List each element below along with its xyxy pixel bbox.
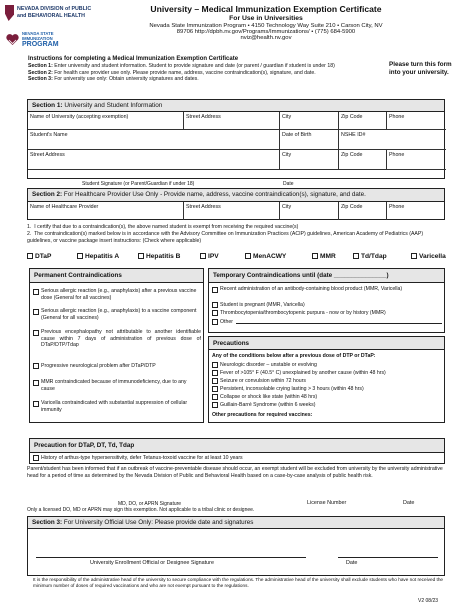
- license-number-label: License Number: [307, 500, 347, 506]
- program-line3: PROGRAM: [22, 41, 59, 48]
- permanent-item[interactable]: Serious allergic reaction (e.g., anaphylaxis) to a vaccine component (General for all vaccines): [33, 308, 201, 321]
- precautions-box: [208, 336, 445, 423]
- official-date-label: Date: [346, 560, 358, 566]
- vaccine-checkbox-row: [27, 253, 457, 262]
- form-subtitle: For Use in Universities: [229, 15, 303, 22]
- signer-note: Only a licensed DO, MD or APRN may sign this exemption. Not applicable to a tribal clinic or designee.: [27, 507, 255, 513]
- checkbox[interactable]: [212, 402, 218, 408]
- student-signature-label: Student Signature (or Parent/Guardian if under 18): [82, 181, 195, 187]
- dpbh-line1: NEVADA DIVISION of PUBLIC: [17, 6, 92, 12]
- program-line1: NEVADA STATE: [22, 31, 54, 36]
- dtap-precaution-item[interactable]: History of arthus-type hypersensitivity, defer Tetanus-toxoid vaccine for at least 10 years: [33, 455, 443, 462]
- md-signature-label: MD, DO, or APRN Signature: [118, 501, 182, 507]
- student-city-field[interactable]: City: [280, 150, 339, 170]
- precaution-item[interactable]: Guillain-Barré Syndrome (within 6 weeks): [212, 402, 442, 409]
- checkbox[interactable]: [212, 310, 218, 316]
- vaccine-td-tdap[interactable]: Td/Tdap: [353, 253, 387, 260]
- instruction-section2: Section 2: For health care provider use only. Please provide name, address, vaccine contraindication(s), signature, and date.: [28, 69, 316, 76]
- provider-phone-field[interactable]: Phone: [389, 203, 405, 210]
- university-city-field[interactable]: City: [280, 112, 339, 130]
- checkbox[interactable]: [27, 253, 33, 259]
- temporary-item[interactable]: Student is pregnant (MMR, Varicella): [212, 302, 442, 309]
- student-phone-field[interactable]: Phone: [387, 150, 446, 170]
- vaccine-ipv[interactable]: IPV: [200, 253, 219, 260]
- permanent-contraindications-box: [29, 268, 204, 423]
- checkbox[interactable]: [212, 378, 218, 384]
- precaution-item[interactable]: Neurologic disorder – unstable or evolving: [212, 362, 442, 369]
- university-name-field[interactable]: Name of University (accepting exemption): [28, 112, 184, 130]
- section2-box: [27, 188, 445, 220]
- student-zip-field[interactable]: Zip Code: [339, 150, 387, 170]
- temporary-contraindications-box: [208, 268, 445, 333]
- provider-street-field[interactable]: Street Address: [184, 202, 280, 220]
- checkbox[interactable]: [212, 394, 218, 400]
- checkbox[interactable]: [212, 319, 218, 325]
- precautions-header: Precautions: [209, 337, 444, 350]
- vaccine-hepatitis-b[interactable]: Hepatitis B: [138, 253, 180, 260]
- instructions-title: Instructions for completing a Medical Immunization Exemption Certificate: [28, 56, 239, 62]
- instruction-section1: Section 1: Enter university and student information. Student to provide signature and date (or parent / guardian if student is under 18): [28, 63, 335, 69]
- checkbox[interactable]: [33, 401, 39, 407]
- section2-header: Section 2: For Healthcare Provider Use Only - Provide name, address, vaccine contraindication(s), signature, and date.: [28, 189, 444, 202]
- section3-box: [27, 516, 445, 576]
- permanent-item[interactable]: Previous encephalopathy not attributable to another identifiable cause within 7 days of administration of previous dose of DTaP/DTP/Tdap: [33, 329, 201, 349]
- temporary-item-other[interactable]: Other: [212, 319, 442, 326]
- official-signature-line[interactable]: [36, 557, 306, 558]
- checkbox[interactable]: [33, 380, 39, 386]
- permanent-item[interactable]: Varicella contraindicated with substantial suppression of cellular immunity: [33, 400, 201, 413]
- other-precautions-label: Other precautions for required vaccines:: [212, 412, 313, 418]
- checkbox[interactable]: [353, 253, 359, 259]
- university-phone-field[interactable]: Phone: [387, 112, 446, 130]
- student-street-field[interactable]: Street Address: [28, 150, 280, 170]
- nevada-map-icon: [5, 5, 14, 21]
- dtap-precaution-box: [29, 438, 445, 464]
- checkbox[interactable]: [245, 253, 251, 259]
- version-label: V2 08/23: [418, 598, 439, 604]
- provider-city-field[interactable]: City: [280, 202, 339, 220]
- temporary-item[interactable]: Recent administration of an antibody-containing blood product (MMR, Varicella): [212, 286, 442, 293]
- dpbh-logo: [5, 4, 92, 26]
- program-line2: IMMUNIZATION: [22, 36, 53, 41]
- checkbox[interactable]: [212, 302, 218, 308]
- certification-statement1: 1. I certify that due to a contraindication(s), the above named student is exempt from receiving the required vaccine(s): [27, 224, 299, 230]
- temporary-header: Temporary Contraindications until (date _______________): [209, 269, 444, 283]
- section3-header: Section 3: For University Official Use Only: Please provide date and signatures: [28, 517, 444, 529]
- checkbox[interactable]: [212, 370, 218, 376]
- provider-name-field[interactable]: Name of Healthcare Provider: [28, 202, 184, 220]
- section3-footer: It is the responsibility of the administrative head of the university to secure compliance with the regulations. The administrative head of the university shall exclude students who have not received the minimum number of doses of required vaccinations and who are not exempt pursuant to the regulations.: [33, 577, 444, 588]
- contact-email: nviz@health.nv.gov: [240, 35, 292, 41]
- checkbox[interactable]: [212, 386, 218, 392]
- student-name-field[interactable]: Student's Name: [28, 130, 280, 150]
- precaution-item[interactable]: Persistent, inconsolable crying lasting > 3 hours (within 48 hrs): [212, 386, 442, 393]
- instruction-section3: Section 3: For university use only: Obtain university signatures and dates.: [28, 76, 199, 82]
- temporary-item[interactable]: Thrombocytopenia/thrombocytopenic purpura - now or by history (MMR): [212, 310, 442, 317]
- instructions: [28, 56, 378, 83]
- checkbox[interactable]: [33, 455, 39, 461]
- official-signature-label: University Enrollment Official or Designee Signature: [90, 560, 214, 566]
- checkbox[interactable]: [33, 363, 39, 369]
- heart-icon: [6, 33, 19, 46]
- university-zip-field[interactable]: Zip Code: [339, 112, 387, 130]
- checkbox[interactable]: [200, 253, 206, 259]
- vaccine-mmr[interactable]: MMR: [312, 253, 336, 260]
- permanent-header: Permanent Contraindications: [30, 269, 203, 283]
- certification-statement2: 2. The contraindication(s) marked below is in accordance with the Advisory Committee on Immunization Practices (ACIP) guidelines, American Academy of Pediatrics (AAP) guidelines, or vaccine package insert instructions: (Check where applicable): [27, 231, 424, 244]
- address-line2: 89706 http://dpbh.nv.gov/Programs/Immunizations/ • (775) 684-5900: [176, 29, 356, 35]
- dtap-precaution-header: Precaution for DTaP, DT, Td, Tdap: [30, 439, 444, 453]
- checkbox[interactable]: [77, 253, 83, 259]
- section1-box: [27, 99, 445, 179]
- vaccine-varicella[interactable]: Varicella: [411, 253, 446, 260]
- precautions-subtitle: Any of the conditions below after a previous dose of DTP or DTaP:: [212, 353, 376, 359]
- checkbox[interactable]: [212, 362, 218, 368]
- checkbox[interactable]: [33, 289, 39, 295]
- checkbox[interactable]: [33, 330, 39, 336]
- checkbox[interactable]: [411, 253, 417, 259]
- dob-field[interactable]: Date of Birth: [280, 130, 339, 150]
- please-turn-in-note: Please turn this form into your university.: [389, 61, 452, 76]
- provider-zip-field[interactable]: Zip Code: [339, 202, 387, 220]
- provider-date-label: Date: [403, 500, 415, 506]
- checkbox[interactable]: [212, 287, 218, 293]
- form-title: University – Medical Immunization Exemption Certificate: [150, 4, 382, 14]
- vaccine-dtap[interactable]: DTaP: [27, 253, 51, 260]
- student-date-label: Date: [283, 181, 294, 187]
- vaccine-menacwy[interactable]: MenACWY: [245, 253, 286, 260]
- checkbox[interactable]: [33, 309, 39, 315]
- official-date-line[interactable]: [338, 557, 438, 558]
- immunization-program-logo: [5, 30, 85, 52]
- permanent-item[interactable]: Serious allergic reaction (e.g., anaphylaxis) after a previous vaccine dose (General for all vaccines): [33, 288, 201, 301]
- address-line1: Nevada State Immunization Program • 4150 Technology Way Suite 210 • Carson City, NV: [149, 23, 383, 29]
- university-street-field[interactable]: Street Address: [184, 112, 280, 130]
- nshe-id-field[interactable]: NSHE ID#: [339, 130, 446, 150]
- precaution-item[interactable]: Fever of >105° F (40.5° C) unexplained by another cause (within 48 hrs): [212, 370, 442, 377]
- checkbox[interactable]: [138, 253, 144, 259]
- form-header: [110, 4, 422, 41]
- vaccine-hepatitis-a[interactable]: Hepatitis A: [77, 253, 119, 260]
- section1-header: Section 1: University and Student Information: [28, 100, 444, 112]
- precaution-item[interactable]: Seizure or convulsion within 72 hours: [212, 378, 442, 385]
- permanent-item[interactable]: MMR contraindicated because of immunodeficiency, due to any cause: [33, 379, 201, 392]
- dpbh-line2: and BEHAVIORAL HEALTH: [17, 13, 85, 19]
- outbreak-notice: Parent/student has been informed that if an outbreak of vaccine-preventable disease should occur, an exempt student will be excluded from university by the university administrative head for a period of time as determined by the Nevada Division of Public and Behavioral Health based on a case-by-case analysis of public health risk.: [27, 466, 443, 479]
- precaution-item[interactable]: Collapse or shock like state (within 48 hrs): [212, 394, 442, 401]
- checkbox[interactable]: [312, 253, 318, 259]
- permanent-item[interactable]: Progressive neurological problem after DTaP/DTP: [33, 363, 201, 370]
